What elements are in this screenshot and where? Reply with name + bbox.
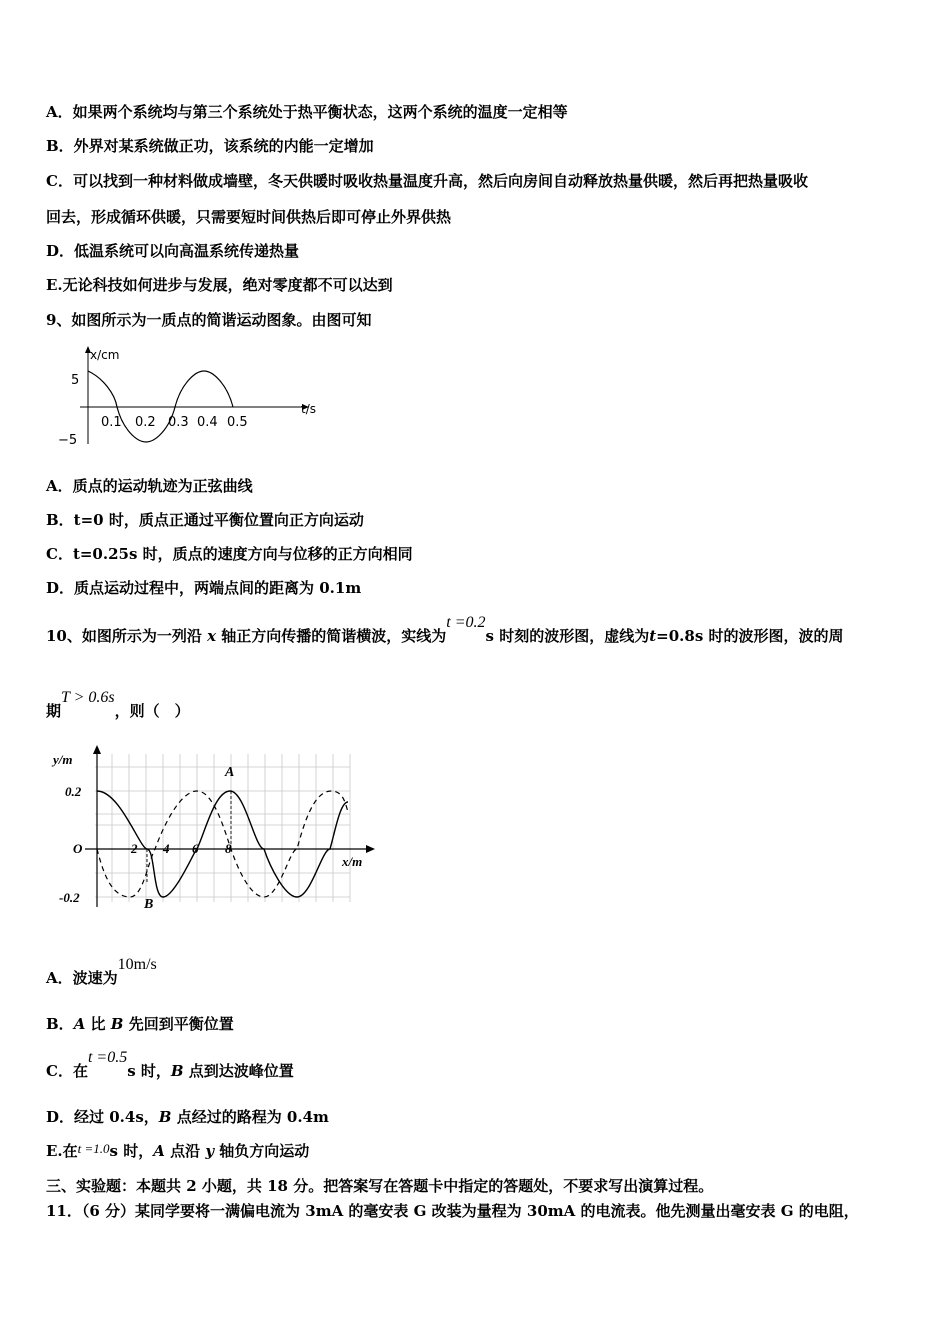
q9-xtick-0.5: 0.5: [227, 415, 248, 430]
q10-xtick-4: 4: [163, 841, 170, 856]
q10-wave-graph: [45, 742, 380, 914]
q10-option-a: A．波速为10m/s: [46, 956, 157, 987]
q10-math-t10: t =1.0: [77, 1141, 110, 1156]
q10-ytick-bottom: -0.2: [59, 890, 80, 905]
q9-xtick-0.1: 0.1: [101, 415, 122, 430]
q11-stem: 11．（6 分）某同学要将一满偏电流为 3mA 的毫安表 G 改装为量程为 30mA 的电流表。他先测量出毫安表 G 的电阻，: [46, 1202, 859, 1220]
q8-option-d: D．低温系统可以向高温系统传递热量: [46, 242, 300, 260]
q9-option-d: D．质点运动过程中，两端点间的距离为 0.1m: [46, 579, 362, 597]
q10-math-t05: t =0.5: [87, 1049, 128, 1066]
q9-ytick-neg: −5: [58, 433, 78, 448]
q10-point-a-label: A: [225, 765, 235, 780]
q8-option-e: E.无论科技如何进步与发展，绝对零度都不可以达到: [46, 276, 393, 294]
section-3-heading: 三、实验题：本题共 2 小题，共 18 分。把答案写在答题卡中指定的答题处，不要求写出演算过程。: [46, 1177, 714, 1195]
q10-point-b-label: B: [144, 897, 154, 912]
q10-math-period: T > 0.6s: [61, 689, 115, 706]
q8-option-c-line2: 回去，形成循环供暖，只需要短时间供热后即可停止外界供热: [46, 208, 452, 226]
q9-option-b: B．t=0 时，质点正通过平衡位置向正方向运动: [46, 511, 364, 529]
q10-xlabel: x/m: [342, 854, 363, 869]
q9-ylabel: x/cm: [90, 348, 120, 362]
q9-shm-graph: [55, 340, 335, 455]
q10-math-t02: t =0.2: [446, 614, 486, 631]
q10-origin: O: [73, 841, 83, 856]
q9-xtick-0.2: 0.2: [135, 415, 156, 430]
q9-option-a: A．质点的运动轨迹为正弦曲线: [46, 477, 253, 495]
q9-xlabel: t/s: [301, 402, 316, 416]
q10-stem-line2: 期T > 0.6s，则（ ）: [46, 689, 190, 720]
q10-option-e: E.在t =1.0s 时，A 点沿 y 轴负方向运动: [46, 1141, 310, 1160]
q10-y-arrow: [93, 745, 101, 754]
q10-ylabel: y/m: [53, 752, 73, 767]
q9-stem: 9、如图所示为一质点的简谐运动图象。由图可知: [46, 311, 372, 329]
q8-option-b: B．外界对某系统做正功，该系统的内能一定增加: [46, 137, 374, 155]
q10-stem-line1: 10、如图所示为一列沿 x 轴正方向传播的简谐横波，实线为t =0.2s 时刻的波形图，虚线为t=0.8s 时的波形图，波的周: [46, 614, 844, 645]
q9-option-c: C．t=0.25s 时，质点的速度方向与位移的正方向相同: [46, 545, 413, 563]
q10-xtick-6: 6: [192, 841, 199, 856]
q10-xtick-2: 2: [131, 841, 138, 856]
q9-xtick-0.4: 0.4: [197, 415, 218, 430]
q9-xtick-0.3: 0.3: [168, 415, 189, 430]
q8-option-a: A．如果两个系统均与第三个系统处于热平衡状态，这两个系统的温度一定相等: [46, 103, 568, 121]
q8-option-c-line1: C．可以找到一种材料做成墙壁，冬天供暖时吸收热量温度升高，然后向房间自动释放热量供暖，然后再把热量吸收: [46, 172, 808, 190]
q10-ytick-top: 0.2: [65, 784, 82, 799]
q10-option-c: C．在t =0.5s 时，B 点到达波峰位置: [46, 1049, 294, 1080]
q10-xtick-8: 8: [225, 841, 232, 856]
q10-x-arrow: [366, 845, 375, 853]
q10-option-d: D．经过 0.4s，B 点经过的路程为 0.4m: [46, 1108, 329, 1126]
q10-var-x: x: [207, 627, 217, 645]
q10-option-b: B．A 比 B 先回到平衡位置: [46, 1015, 234, 1033]
q10-math-velocity: 10m/s: [117, 956, 157, 973]
q9-ytick-pos: 5: [71, 373, 80, 388]
